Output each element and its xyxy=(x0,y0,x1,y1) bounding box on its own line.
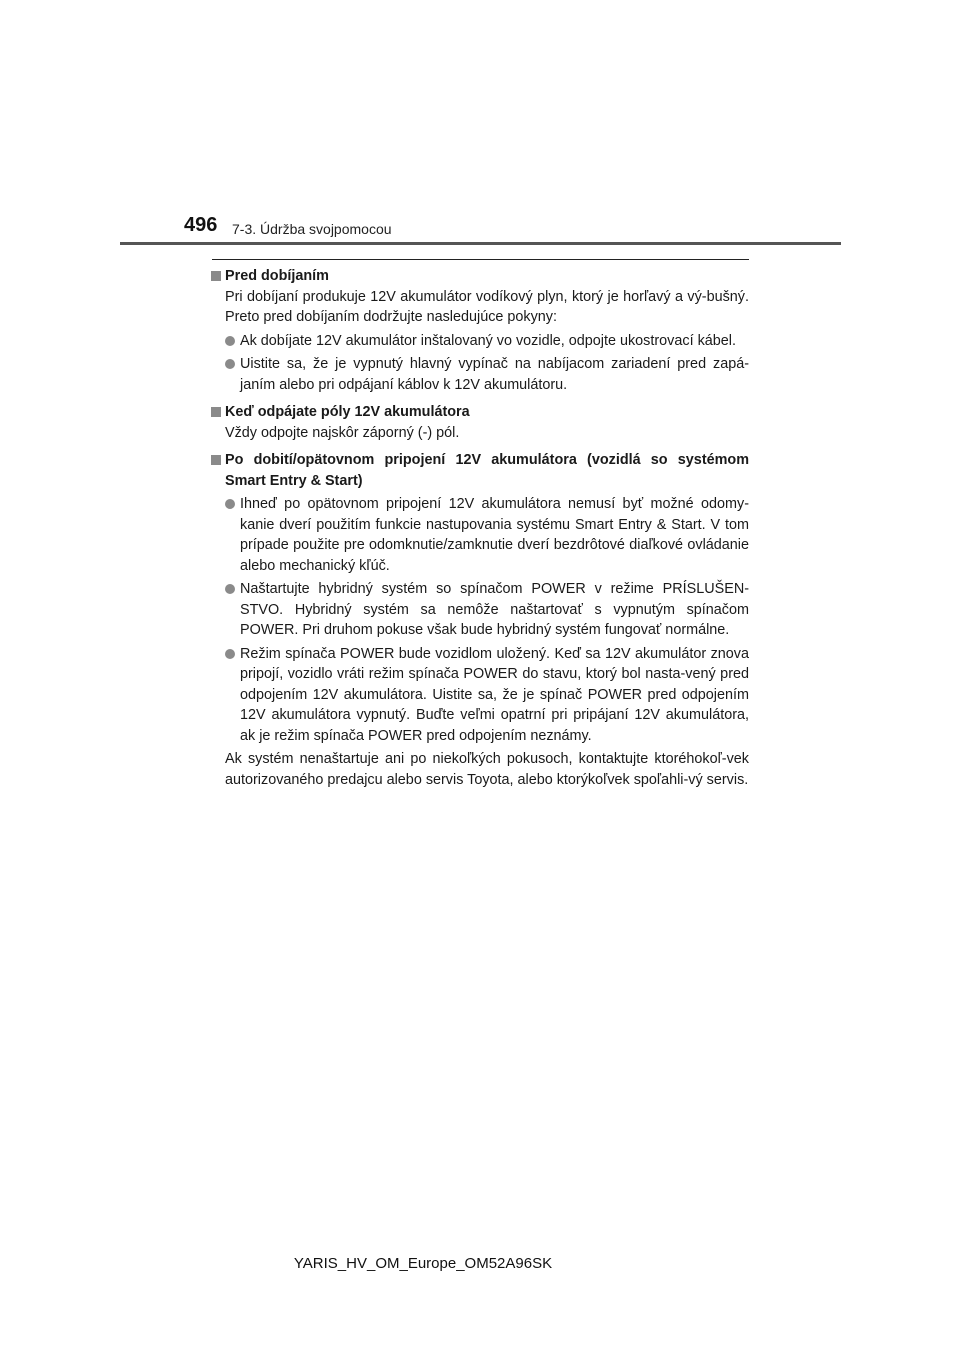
square-bullet-icon xyxy=(211,271,221,281)
section-heading xyxy=(211,266,749,287)
list-item-text: Režim spínača POWER bude vozidlom uložený. Keď sa 12V akumulátor znova pripojí, vozidlo vráti režim spínača POWER do stavu, ktorý bol nasta-vený pred odpojením 12V akumulátora. Uistite sa, že je spínač POWER pred odpojením 12V akumulátora vypnutý. Buďte veľmi opatrní pri pripájaní 12V akumulátora, ak je režim spínača POWER pred odpojením neznámy. xyxy=(240,645,749,744)
circle-bullet-icon xyxy=(225,336,235,346)
square-bullet-icon xyxy=(211,407,221,417)
document-footer xyxy=(0,1255,960,1272)
list-item xyxy=(211,579,749,641)
page-number: 496 xyxy=(184,214,218,236)
section-heading-text: Pred dobíjaním xyxy=(225,268,329,284)
list-item xyxy=(211,644,749,747)
section-heading-text: Keď odpájate póly 12V akumulátora xyxy=(225,404,470,420)
section-paragraph: Ak systém nenaštartuje ani po niekoľkých pokusoch, kontaktujte ktoréhokoľ-vek autorizovaného predajcu alebo servis Toyota, alebo ktorýkoľvek spoľahli-vý servis. xyxy=(225,751,749,788)
circle-bullet-icon xyxy=(225,499,235,509)
section-heading xyxy=(211,450,749,491)
page-content xyxy=(211,264,749,790)
circle-bullet-icon xyxy=(225,584,235,594)
list-item xyxy=(211,331,749,352)
section-paragraph: Vždy odpojte najskôr záporný (-) pól. xyxy=(225,424,460,441)
section-heading xyxy=(211,402,749,423)
circle-bullet-icon xyxy=(225,359,235,369)
header-divider xyxy=(120,242,841,245)
content-top-divider xyxy=(212,259,749,260)
footer-doc-id: YARIS_HV_OM_Europe_OM52A96SK xyxy=(293,1255,553,1272)
square-bullet-icon xyxy=(211,455,221,465)
list-item-text: Ak dobíjate 12V akumulátor inštalovaný vo vozidle, odpojte ukostrovací kábel. xyxy=(240,332,736,349)
section-paragraph: Pri dobíjaní produkuje 12V akumulátor vodíkový plyn, ktorý je horľavý a vý-bušný. Preto pred dobíjaním dodržujte nasledujúce pokyny: xyxy=(225,288,749,325)
section-heading-text: Po dobití/opätovnom pripojení 12V akumulátora (vozidlá so systémom Smart Entry & Start) xyxy=(225,452,749,489)
section-title: 7-3. Údržba svojpomocou xyxy=(232,221,392,237)
list-item xyxy=(211,494,749,576)
list-item xyxy=(211,354,749,395)
list-item-text: Naštartujte hybridný systém so spínačom POWER v režime PRÍSLUŠEN-STVO. Hybridný systém sa nemôže naštartovať s vypnutým spínačom POWER. Pri druhom pokuse však bude hybridný systém fungovať normálne. xyxy=(240,581,749,638)
circle-bullet-icon xyxy=(225,649,235,659)
list-item-text: Uistite sa, že je vypnutý hlavný vypínač na nabíjacom zariadení pred zapá-janím alebo pri odpájaní káblov k 12V akumulátoru. xyxy=(240,356,749,393)
list-item-text: Ihneď po opätovnom pripojení 12V akumulátora nemusí byť možné odomy-kanie dverí použitím funkcie nastupovania systému Smart Entry & Start. V tom prípade použite pre odomknutie/zamknutie dverí bezdrôtové diaľkové ovládanie alebo mechanický kľúč. xyxy=(240,496,749,574)
